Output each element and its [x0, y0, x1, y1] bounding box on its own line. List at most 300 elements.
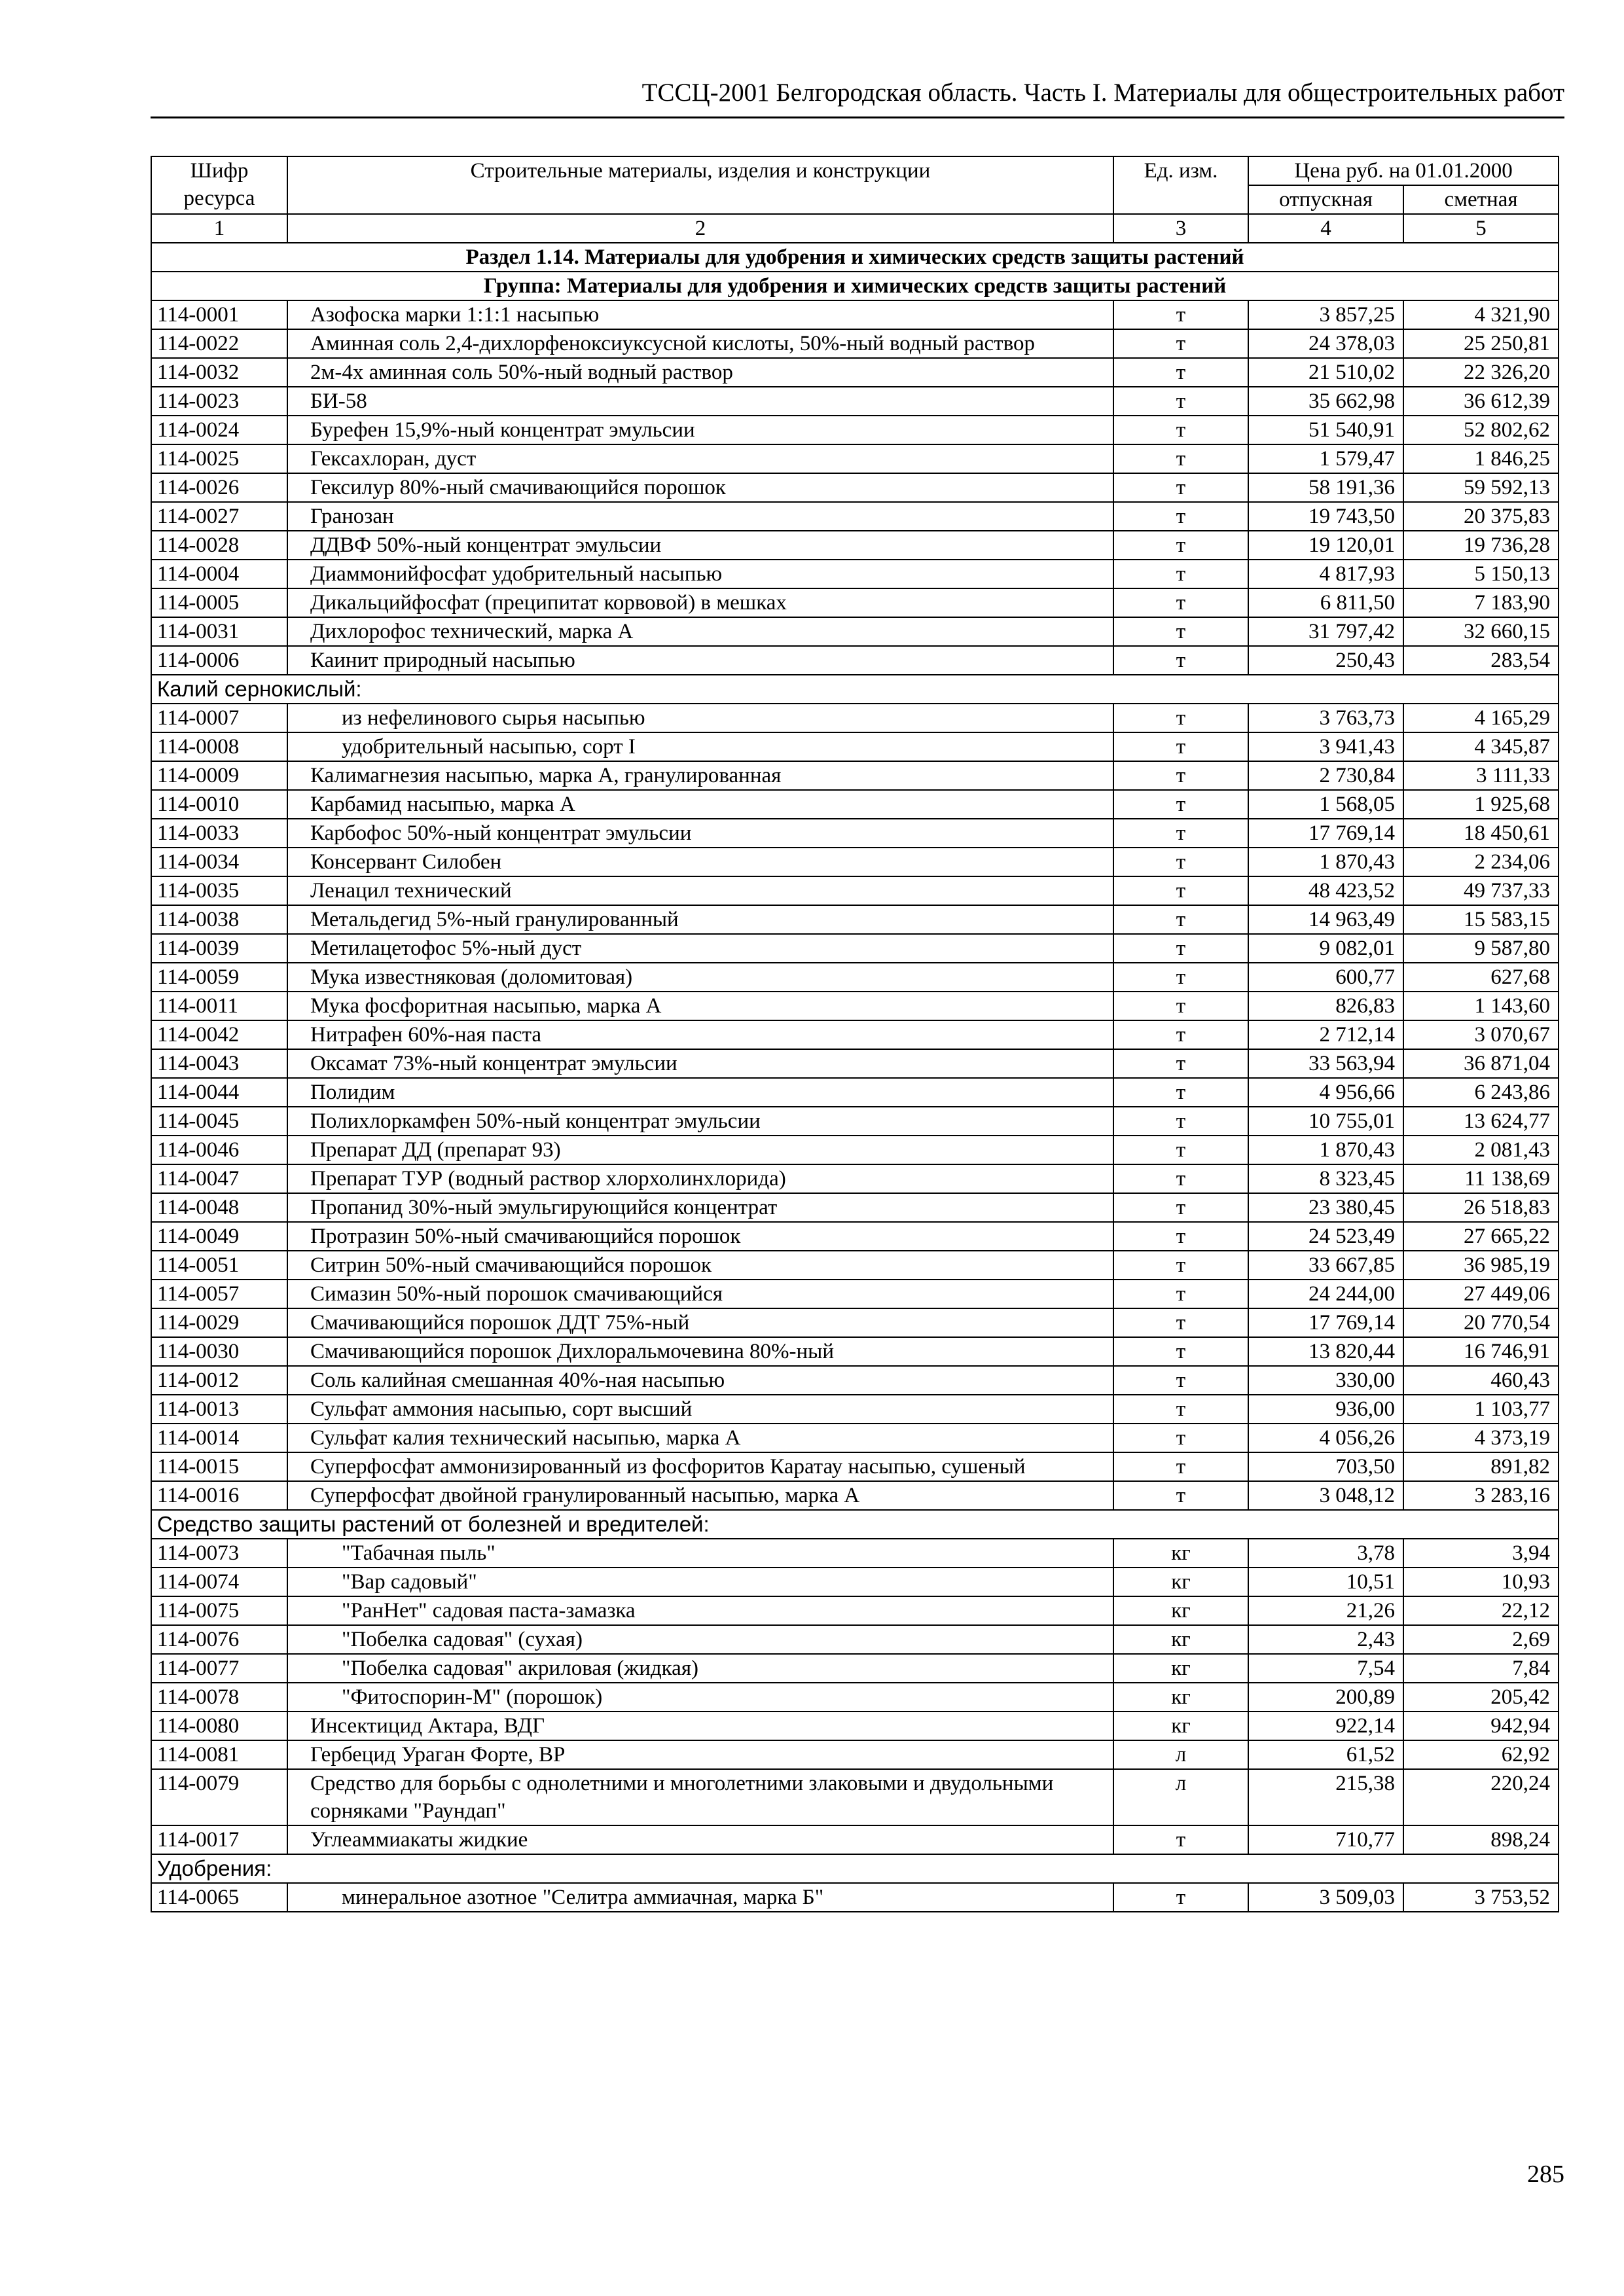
unit: т — [1113, 1049, 1248, 1078]
material-name-cell — [287, 1452, 1113, 1481]
release-price: 14 963,49 — [1248, 905, 1403, 934]
material-name-cell — [287, 1308, 1113, 1337]
table-row — [151, 876, 1559, 905]
estimate-price: 15 583,15 — [1403, 905, 1559, 934]
estimate-price: 220,24 — [1403, 1769, 1559, 1825]
material-name-cell — [287, 1395, 1113, 1424]
release-price: 35 662,98 — [1248, 387, 1403, 416]
material-name-cell — [287, 1683, 1113, 1712]
unit: т — [1113, 704, 1248, 732]
resource-code: 114-0076 — [151, 1625, 287, 1654]
estimate-price: 4 373,19 — [1403, 1424, 1559, 1452]
resource-code: 114-0032 — [151, 358, 287, 387]
material-name: "Табачная пыль" — [342, 1541, 496, 1565]
unit: т — [1113, 1251, 1248, 1280]
table-row — [151, 1424, 1559, 1452]
unit: кг — [1113, 1539, 1248, 1568]
material-name: Метилацетофос 5%-ный дуст — [310, 937, 582, 960]
material-name: Мука известняковая (доломитовая) — [310, 965, 633, 989]
resource-code: 114-0059 — [151, 963, 287, 992]
material-name-cell — [287, 1712, 1113, 1740]
resource-code: 114-0007 — [151, 704, 287, 732]
resource-code: 114-0074 — [151, 1568, 287, 1596]
header-price: Цена руб. на 01.01.2000 — [1248, 156, 1559, 185]
estimate-price: 4 345,87 — [1403, 732, 1559, 761]
resource-code: 114-0026 — [151, 473, 287, 502]
material-name: ДДВФ 50%-ный концентрат эмульсии — [310, 533, 662, 557]
estimate-price: 27 449,06 — [1403, 1280, 1559, 1308]
estimate-price: 20 375,83 — [1403, 502, 1559, 531]
material-name-cell — [287, 1164, 1113, 1193]
group-row — [151, 272, 1559, 300]
resource-code: 114-0073 — [151, 1539, 287, 1568]
material-name-cell — [287, 329, 1113, 358]
table-row — [151, 1049, 1559, 1078]
table-row — [151, 1395, 1559, 1424]
release-price: 2 712,14 — [1248, 1020, 1403, 1049]
release-price: 3,78 — [1248, 1539, 1403, 1568]
table-row — [151, 1481, 1559, 1510]
resource-code: 114-0022 — [151, 329, 287, 358]
estimate-price: 25 250,81 — [1403, 329, 1559, 358]
estimate-price: 2 234,06 — [1403, 848, 1559, 876]
estimate-price: 18 450,61 — [1403, 819, 1559, 848]
table-row — [151, 1136, 1559, 1164]
estimate-price: 1 143,60 — [1403, 992, 1559, 1020]
material-name: Ленацил технический — [310, 879, 512, 903]
material-name: Сульфат калия технический насыпью, марка А — [310, 1426, 741, 1450]
estimate-price: 16 746,91 — [1403, 1337, 1559, 1366]
release-price: 61,52 — [1248, 1740, 1403, 1769]
table-row — [151, 646, 1559, 675]
estimate-price: 20 770,54 — [1403, 1308, 1559, 1337]
material-name-cell — [287, 387, 1113, 416]
page-number: 285 — [1527, 2161, 1564, 2188]
release-price: 600,77 — [1248, 963, 1403, 992]
table-row — [151, 1452, 1559, 1481]
table-row — [151, 358, 1559, 387]
resource-code: 114-0065 — [151, 1883, 287, 1912]
unit: л — [1113, 1769, 1248, 1825]
unit: кг — [1113, 1712, 1248, 1740]
release-price: 3 941,43 — [1248, 732, 1403, 761]
material-name: Бурефен 15,9%-ный концентрат эмульсии — [310, 418, 695, 442]
material-name: Оксамат 73%-ный концентрат эмульсии — [310, 1052, 677, 1075]
material-name-cell — [287, 1222, 1113, 1251]
resource-code: 114-0039 — [151, 934, 287, 963]
resource-code: 114-0006 — [151, 646, 287, 675]
material-name: 2м-4х аминная соль 50%-ный водный раствор — [310, 361, 733, 384]
material-name-cell — [287, 704, 1113, 732]
release-price: 24 523,49 — [1248, 1222, 1403, 1251]
table-row — [151, 1107, 1559, 1136]
unit: т — [1113, 1883, 1248, 1912]
estimate-price: 32 660,15 — [1403, 617, 1559, 646]
material-name: Гексилур 80%-ный смачивающийся порошок — [310, 476, 726, 499]
page-header: ТССЦ-2001 Белгородская область. Часть I. Материалы для общестроительных работ — [641, 79, 1564, 107]
estimate-price: 9 587,80 — [1403, 934, 1559, 963]
release-price: 3 048,12 — [1248, 1481, 1403, 1510]
unit: т — [1113, 1280, 1248, 1308]
material-name: Гексахлоран, дуст — [310, 447, 477, 471]
resource-code: 114-0049 — [151, 1222, 287, 1251]
unit: л — [1113, 1740, 1248, 1769]
estimate-price: 59 592,13 — [1403, 473, 1559, 502]
unit: т — [1113, 329, 1248, 358]
material-name-cell — [287, 1136, 1113, 1164]
material-name: "Фитоспорин-М" (порошок) — [342, 1685, 603, 1709]
estimate-price: 49 737,33 — [1403, 876, 1559, 905]
release-price: 8 323,45 — [1248, 1164, 1403, 1193]
material-name: БИ-58 — [310, 389, 367, 413]
release-price: 1 579,47 — [1248, 444, 1403, 473]
estimate-price: 891,82 — [1403, 1452, 1559, 1481]
table-row — [151, 444, 1559, 473]
material-name: Карбофос 50%-ный концентрат эмульсии — [310, 821, 692, 845]
table-row — [151, 1078, 1559, 1107]
estimate-price: 898,24 — [1403, 1825, 1559, 1854]
release-price: 24 244,00 — [1248, 1280, 1403, 1308]
table-row — [151, 1568, 1559, 1596]
group-title: Группа: Материалы для удобрения и химических средств защиты растений — [151, 272, 1559, 300]
col-number: 4 — [1248, 214, 1403, 243]
resource-code: 114-0031 — [151, 617, 287, 646]
material-name-cell — [287, 1366, 1113, 1395]
table-row — [151, 329, 1559, 358]
estimate-price: 11 138,69 — [1403, 1164, 1559, 1193]
unit: т — [1113, 358, 1248, 387]
estimate-price: 2,69 — [1403, 1625, 1559, 1654]
material-name-cell — [287, 588, 1113, 617]
material-name: "РанНет" садовая паста-замазка — [342, 1599, 636, 1623]
release-price: 24 378,03 — [1248, 329, 1403, 358]
release-price: 33 563,94 — [1248, 1049, 1403, 1078]
estimate-price: 10,93 — [1403, 1568, 1559, 1596]
release-price: 31 797,42 — [1248, 617, 1403, 646]
unit: т — [1113, 1424, 1248, 1452]
release-price: 826,83 — [1248, 992, 1403, 1020]
material-name-cell — [287, 560, 1113, 588]
estimate-price: 3 283,16 — [1403, 1481, 1559, 1510]
estimate-price: 627,68 — [1403, 963, 1559, 992]
unit: т — [1113, 732, 1248, 761]
release-price: 2,43 — [1248, 1625, 1403, 1654]
unit: т — [1113, 473, 1248, 502]
resource-code: 114-0045 — [151, 1107, 287, 1136]
table-row — [151, 1539, 1559, 1568]
material-name-cell — [287, 1596, 1113, 1625]
unit: т — [1113, 876, 1248, 905]
unit: т — [1113, 560, 1248, 588]
estimate-price: 4 321,90 — [1403, 300, 1559, 329]
unit: т — [1113, 1164, 1248, 1193]
col-number: 3 — [1113, 214, 1248, 243]
resource-code: 114-0016 — [151, 1481, 287, 1510]
material-name-cell — [287, 444, 1113, 473]
material-name: Азофоска марки 1:1:1 насыпью — [310, 303, 600, 327]
resource-code: 114-0017 — [151, 1825, 287, 1854]
subgroup-title: Удобрения: — [151, 1854, 1559, 1883]
material-name-cell — [287, 732, 1113, 761]
resource-code: 114-0010 — [151, 790, 287, 819]
resource-code: 114-0035 — [151, 876, 287, 905]
unit: т — [1113, 934, 1248, 963]
material-name: Полидим — [310, 1081, 395, 1104]
subgroup-title: Средство защиты растений от болезней и вредителей: — [151, 1510, 1559, 1539]
material-name-cell — [287, 848, 1113, 876]
unit: т — [1113, 387, 1248, 416]
resource-code: 114-0001 — [151, 300, 287, 329]
table-row — [151, 588, 1559, 617]
release-price: 1 870,43 — [1248, 1136, 1403, 1164]
resource-code: 114-0008 — [151, 732, 287, 761]
resource-code: 114-0046 — [151, 1136, 287, 1164]
release-price: 17 769,14 — [1248, 819, 1403, 848]
unit: т — [1113, 992, 1248, 1020]
unit: т — [1113, 502, 1248, 531]
material-name: Препарат ТУР (водный раствор хлорхолинхлорида) — [310, 1167, 786, 1191]
resource-code: 114-0033 — [151, 819, 287, 848]
table-row — [151, 416, 1559, 444]
estimate-price: 7 183,90 — [1403, 588, 1559, 617]
materials-table — [151, 156, 1559, 1912]
resource-code: 114-0024 — [151, 416, 287, 444]
unit: т — [1113, 1452, 1248, 1481]
unit: т — [1113, 1020, 1248, 1049]
resource-code: 114-0004 — [151, 560, 287, 588]
header-release-price: отпускная — [1248, 185, 1403, 214]
material-name-cell — [287, 1280, 1113, 1308]
table-row — [151, 502, 1559, 531]
material-name: Углеаммиакаты жидкие — [310, 1828, 528, 1852]
unit: т — [1113, 1107, 1248, 1136]
estimate-price: 1 925,68 — [1403, 790, 1559, 819]
resource-code: 114-0027 — [151, 502, 287, 531]
material-name: "Вар садовый" — [342, 1570, 477, 1594]
resource-code: 114-0051 — [151, 1251, 287, 1280]
material-name: Диаммонийфосфат удобрительный насыпью — [310, 562, 723, 586]
release-price: 10,51 — [1248, 1568, 1403, 1596]
resource-code: 114-0011 — [151, 992, 287, 1020]
column-numbers-row — [151, 214, 1559, 243]
material-name-cell — [287, 617, 1113, 646]
col-number: 1 — [151, 214, 287, 243]
resource-code: 114-0075 — [151, 1596, 287, 1625]
resource-code: 114-0005 — [151, 588, 287, 617]
release-price: 3 857,25 — [1248, 300, 1403, 329]
resource-code: 114-0013 — [151, 1395, 287, 1424]
release-price: 4 817,93 — [1248, 560, 1403, 588]
resource-code: 114-0044 — [151, 1078, 287, 1107]
table-row — [151, 1280, 1559, 1308]
material-name-cell — [287, 905, 1113, 934]
header-estimate-price: сметная — [1403, 185, 1559, 214]
resource-code: 114-0079 — [151, 1769, 287, 1825]
material-name: Карбамид насыпью, марка А — [310, 793, 575, 816]
resource-code: 114-0080 — [151, 1712, 287, 1740]
unit: т — [1113, 819, 1248, 848]
estimate-price: 1 846,25 — [1403, 444, 1559, 473]
table-row — [151, 1883, 1559, 1912]
unit: т — [1113, 790, 1248, 819]
table-row — [151, 387, 1559, 416]
material-name-cell — [287, 761, 1113, 790]
table-row — [151, 704, 1559, 732]
material-name: Суперфосфат двойной гранулированный насыпью, марка А — [310, 1484, 860, 1507]
release-price: 9 082,01 — [1248, 934, 1403, 963]
release-price: 4 956,66 — [1248, 1078, 1403, 1107]
release-price: 4 056,26 — [1248, 1424, 1403, 1452]
release-price: 7,54 — [1248, 1654, 1403, 1683]
unit: т — [1113, 761, 1248, 790]
material-name-cell — [287, 1481, 1113, 1510]
release-price: 710,77 — [1248, 1825, 1403, 1854]
subgroup-row — [151, 1854, 1559, 1883]
release-price: 21,26 — [1248, 1596, 1403, 1625]
material-name-cell — [287, 1825, 1113, 1854]
material-name-cell — [287, 358, 1113, 387]
material-name-cell — [287, 1078, 1113, 1107]
unit: т — [1113, 848, 1248, 876]
table-row — [151, 1654, 1559, 1683]
release-price: 703,50 — [1248, 1452, 1403, 1481]
release-price: 2 730,84 — [1248, 761, 1403, 790]
material-name: Мука фосфоритная насыпью, марка А — [310, 994, 662, 1018]
table-row — [151, 473, 1559, 502]
table-row — [151, 1251, 1559, 1280]
col-number: 2 — [287, 214, 1113, 243]
resource-code: 114-0030 — [151, 1337, 287, 1366]
material-name-cell — [287, 502, 1113, 531]
material-name: Каинит природный насыпью — [310, 649, 575, 672]
estimate-price: 3 070,67 — [1403, 1020, 1559, 1049]
material-name: Смачивающийся порошок Дихлоральмочевина 80%-ный — [310, 1340, 834, 1363]
table-row — [151, 992, 1559, 1020]
release-price: 330,00 — [1248, 1366, 1403, 1395]
material-name: Протразин 50%-ный смачивающийся порошок — [310, 1225, 741, 1248]
release-price: 33 667,85 — [1248, 1251, 1403, 1280]
resource-code: 114-0034 — [151, 848, 287, 876]
material-name: Дикальцийфосфат (преципитат корвовой) в мешках — [310, 591, 787, 615]
section-row — [151, 243, 1559, 272]
unit: кг — [1113, 1654, 1248, 1683]
release-price: 13 820,44 — [1248, 1337, 1403, 1366]
unit: т — [1113, 1308, 1248, 1337]
resource-code: 114-0009 — [151, 761, 287, 790]
estimate-price: 22 326,20 — [1403, 358, 1559, 387]
subgroup-row — [151, 675, 1559, 704]
table-row — [151, 1712, 1559, 1740]
table-row — [151, 617, 1559, 646]
estimate-price: 19 736,28 — [1403, 531, 1559, 560]
estimate-price: 5 150,13 — [1403, 560, 1559, 588]
estimate-price: 460,43 — [1403, 1366, 1559, 1395]
material-name-cell — [287, 1740, 1113, 1769]
material-name-cell — [287, 1568, 1113, 1596]
unit: т — [1113, 617, 1248, 646]
material-name-cell — [287, 876, 1113, 905]
unit: т — [1113, 1825, 1248, 1854]
header-name: Строительные материалы, изделия и конструкции — [287, 156, 1113, 214]
estimate-price: 205,42 — [1403, 1683, 1559, 1712]
unit: т — [1113, 1136, 1248, 1164]
estimate-price: 4 165,29 — [1403, 704, 1559, 732]
material-name-cell — [287, 1049, 1113, 1078]
table-row — [151, 1683, 1559, 1712]
table-row — [151, 560, 1559, 588]
material-name-cell — [287, 1769, 1113, 1825]
resource-code: 114-0057 — [151, 1280, 287, 1308]
resource-code: 114-0014 — [151, 1424, 287, 1452]
material-name-cell — [287, 646, 1113, 675]
table-row — [151, 1825, 1559, 1854]
material-name: Нитрафен 60%-ная паста — [310, 1023, 542, 1047]
table-row — [151, 531, 1559, 560]
resource-code: 114-0025 — [151, 444, 287, 473]
material-name: из нефелинового сырья насыпью — [342, 706, 645, 730]
estimate-price: 36 871,04 — [1403, 1049, 1559, 1078]
estimate-price: 52 802,62 — [1403, 416, 1559, 444]
material-name-cell — [287, 790, 1113, 819]
material-name-cell — [287, 416, 1113, 444]
release-price: 23 380,45 — [1248, 1193, 1403, 1222]
material-name-cell — [287, 1020, 1113, 1049]
material-name-cell — [287, 1107, 1113, 1136]
release-price: 1 870,43 — [1248, 848, 1403, 876]
unit: кг — [1113, 1568, 1248, 1596]
material-name: Дихлорофос технический, марка А — [310, 620, 634, 643]
header-unit: Ед. изм. — [1113, 156, 1248, 214]
estimate-price: 6 243,86 — [1403, 1078, 1559, 1107]
table-row — [151, 1337, 1559, 1366]
estimate-price: 27 665,22 — [1403, 1222, 1559, 1251]
material-name: Симазин 50%-ный порошок смачивающийся — [310, 1282, 723, 1306]
material-name: "Побелка садовая" (сухая) — [342, 1628, 583, 1651]
release-price: 21 510,02 — [1248, 358, 1403, 387]
col-number: 5 — [1403, 214, 1559, 243]
material-name-cell — [287, 1193, 1113, 1222]
unit: т — [1113, 1193, 1248, 1222]
estimate-price: 3,94 — [1403, 1539, 1559, 1568]
release-price: 58 191,36 — [1248, 473, 1403, 502]
unit: т — [1113, 963, 1248, 992]
resource-code: 114-0048 — [151, 1193, 287, 1222]
unit: т — [1113, 588, 1248, 617]
unit: т — [1113, 1366, 1248, 1395]
unit: т — [1113, 416, 1248, 444]
material-name-cell — [287, 1424, 1113, 1452]
unit: т — [1113, 1395, 1248, 1424]
table-row — [151, 1308, 1559, 1337]
release-price: 19 120,01 — [1248, 531, 1403, 560]
unit: т — [1113, 1222, 1248, 1251]
section-title: Раздел 1.14. Материалы для удобрения и химических средств защиты растений — [151, 243, 1559, 272]
table-row — [151, 1740, 1559, 1769]
release-price: 51 540,91 — [1248, 416, 1403, 444]
header-rule — [151, 117, 1564, 118]
material-name: Пропанид 30%-ный эмульгирующийся концентрат — [310, 1196, 778, 1219]
unit: т — [1113, 1337, 1248, 1366]
table-row — [151, 1596, 1559, 1625]
estimate-price: 3 111,33 — [1403, 761, 1559, 790]
subgroup-row — [151, 1510, 1559, 1539]
unit: т — [1113, 444, 1248, 473]
release-price: 936,00 — [1248, 1395, 1403, 1424]
estimate-price: 2 081,43 — [1403, 1136, 1559, 1164]
resource-code: 114-0038 — [151, 905, 287, 934]
resource-code: 114-0012 — [151, 1366, 287, 1395]
material-name: Аминная соль 2,4-дихлорфеноксиуксусной кислоты, 50%-ный водный раствор — [310, 332, 1035, 355]
